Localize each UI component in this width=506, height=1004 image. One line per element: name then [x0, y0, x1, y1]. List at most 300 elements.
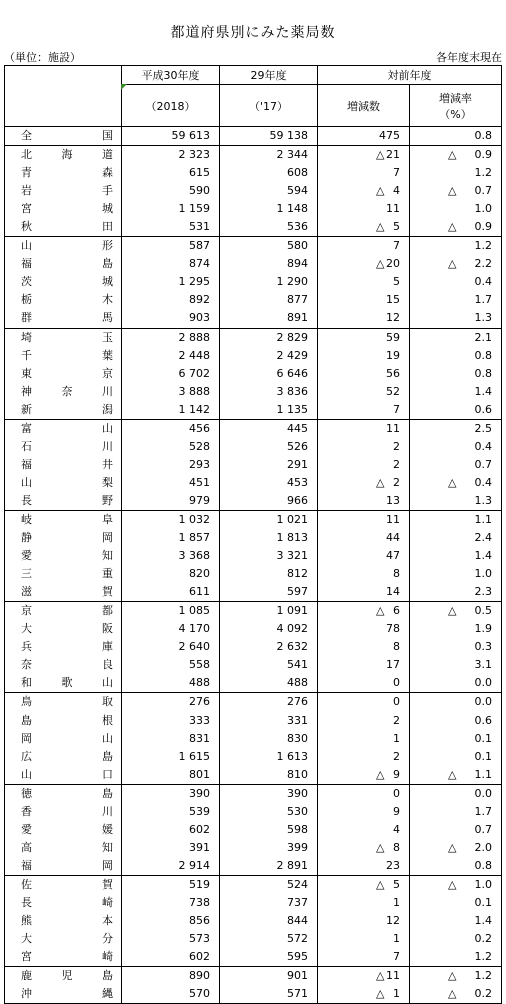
prefecture-name-text: 愛 知 — [21, 549, 113, 563]
fy2017-count: 901 — [220, 967, 318, 986]
rate-value: 0.4 — [410, 438, 502, 456]
prefecture-name — [5, 347, 122, 365]
page-title: 都道府県別にみた薬局数 — [170, 25, 336, 41]
table-row — [5, 474, 502, 492]
fy2017-count: 3 321 — [220, 547, 318, 565]
table-row — [5, 510, 502, 529]
decrease-symbol: △ — [448, 877, 457, 891]
decrease-symbol: △ — [448, 257, 457, 271]
prefecture-name-text: 山 口 — [21, 767, 113, 781]
change-value: 7 — [318, 948, 410, 967]
change-value: 17 — [318, 656, 410, 674]
decrease-symbol: △ — [376, 220, 385, 234]
prefecture-name-text: 奈 良 — [21, 658, 113, 672]
fy2017-count: 6 646 — [220, 365, 318, 383]
change-value-text: 8 — [393, 840, 400, 854]
prefecture-name — [5, 803, 122, 821]
fy2018-count: 2 640 — [122, 638, 220, 656]
header-comparison: 対前年度 — [318, 66, 502, 85]
prefecture-name-text: 香 川 — [21, 804, 113, 818]
prefecture-name-text: 山 梨 — [21, 475, 113, 489]
table-row — [5, 365, 502, 383]
table-row — [5, 273, 502, 291]
change-value — [318, 255, 410, 273]
table-row — [5, 347, 502, 365]
decrease-symbol: △ — [376, 987, 385, 1001]
change-value: 8 — [318, 638, 410, 656]
change-value: 56 — [318, 365, 410, 383]
header-fy2017-top: 29年度 — [220, 66, 318, 85]
change-value: 5 — [318, 273, 410, 291]
change-value: 4 — [318, 821, 410, 839]
fy2017-count: 595 — [220, 948, 318, 967]
prefecture-name-text: 島 根 — [21, 713, 113, 727]
change-value-text: 1 — [393, 987, 400, 1001]
fy2017-count: 59 138 — [220, 127, 318, 146]
prefecture-name — [5, 438, 122, 456]
fy2017-count: 2 829 — [220, 328, 318, 347]
table-row — [5, 291, 502, 309]
prefecture-name-text: 東 京 — [21, 366, 113, 380]
fy2017-count: 445 — [220, 419, 318, 438]
rate-value: 2.4 — [410, 529, 502, 547]
fy2017-count: 810 — [220, 766, 318, 785]
prefecture-name — [5, 985, 122, 1004]
rate-value: 0.7 — [410, 456, 502, 474]
as-of-label: 各年度末現在 — [436, 51, 502, 64]
prefecture-name-text: 佐 賀 — [21, 877, 113, 891]
change-value: 8 — [318, 565, 410, 583]
fy2018-count: 801 — [122, 766, 220, 785]
rate-value-text: 1.2 — [474, 969, 492, 983]
prefecture-name — [5, 273, 122, 291]
fy2018-count: 528 — [122, 438, 220, 456]
rate-value: 2.3 — [410, 583, 502, 602]
prefecture-name — [5, 309, 122, 328]
change-value — [318, 182, 410, 200]
unit-label: （単位：施設） — [4, 51, 81, 64]
fy2018-count: 1 295 — [122, 273, 220, 291]
rate-value: 1.3 — [410, 309, 502, 328]
prefecture-name-text: 栃 木 — [21, 293, 113, 307]
rate-value: 1.4 — [410, 547, 502, 565]
fy2017-count: 2 344 — [220, 146, 318, 165]
change-value: 15 — [318, 291, 410, 309]
prefecture-name — [5, 693, 122, 712]
decrease-symbol: △ — [448, 184, 457, 198]
decrease-symbol: △ — [376, 840, 385, 854]
prefecture-name — [5, 857, 122, 876]
fy2018-count: 558 — [122, 656, 220, 674]
prefecture-name — [5, 948, 122, 967]
rate-value: 0.8 — [410, 365, 502, 383]
rate-value: 1.0 — [410, 565, 502, 583]
change-value: 44 — [318, 529, 410, 547]
prefecture-name — [5, 200, 122, 218]
table-row — [5, 565, 502, 583]
change-value: 11 — [318, 419, 410, 438]
decrease-symbol: △ — [448, 148, 457, 162]
change-value-text: 9 — [393, 767, 400, 781]
prefecture-name — [5, 839, 122, 857]
fy2018-count: 587 — [122, 237, 220, 256]
rate-value: 0.1 — [410, 730, 502, 748]
decrease-symbol: △ — [376, 767, 385, 781]
table-row — [5, 419, 502, 438]
prefecture-name-text: 徳 島 — [21, 786, 113, 800]
decrease-symbol: △ — [376, 604, 385, 618]
fy2018-count: 2 914 — [122, 857, 220, 876]
decrease-symbol: △ — [376, 148, 385, 162]
fy2018-count: 1 142 — [122, 401, 220, 420]
fy2017-count: 1 813 — [220, 529, 318, 547]
prefecture-name — [5, 237, 122, 256]
prefecture-name-text: 滋 賀 — [21, 585, 113, 599]
decrease-symbol: △ — [448, 987, 457, 1001]
fy2018-count: 4 170 — [122, 620, 220, 638]
prefecture-name — [5, 894, 122, 912]
change-value: 13 — [318, 492, 410, 511]
change-value: 2 — [318, 748, 410, 766]
fy2017-count: 1 148 — [220, 200, 318, 218]
table-row — [5, 255, 502, 273]
table-row — [5, 237, 502, 256]
prefecture-name-text: 宮 城 — [21, 202, 113, 216]
fy2018-count: 1 032 — [122, 510, 220, 529]
rate-value: 0.2 — [410, 930, 502, 948]
rate-value: 2.1 — [410, 328, 502, 347]
fy2018-count: 602 — [122, 948, 220, 967]
prefecture-name-text: 長 野 — [21, 493, 113, 507]
rate-value: 0.1 — [410, 894, 502, 912]
table-row — [5, 328, 502, 347]
prefecture-name — [5, 218, 122, 237]
rate-value-text: 1.0 — [474, 877, 492, 891]
rate-value: 1.7 — [410, 291, 502, 309]
rate-value: 0.6 — [410, 401, 502, 420]
fy2017-count: 331 — [220, 712, 318, 730]
prefecture-name — [5, 967, 122, 986]
rate-value-text: 0.4 — [474, 475, 492, 489]
prefecture-name — [5, 146, 122, 165]
fy2017-count: 894 — [220, 255, 318, 273]
decrease-symbol: △ — [448, 767, 457, 781]
fy2018-count: 1 857 — [122, 529, 220, 547]
prefecture-name — [5, 291, 122, 309]
table-row — [5, 529, 502, 547]
prefecture-name — [5, 383, 122, 401]
change-value-text: 5 — [393, 220, 400, 234]
rate-value: 1.4 — [410, 912, 502, 930]
change-value: 2 — [318, 456, 410, 474]
change-value: 52 — [318, 383, 410, 401]
fy2017-count: 453 — [220, 474, 318, 492]
fy2018-count: 874 — [122, 255, 220, 273]
change-value: 0 — [318, 784, 410, 803]
fy2017-count: 2 429 — [220, 347, 318, 365]
fy2017-count: 530 — [220, 803, 318, 821]
prefecture-name-text: 鹿 児 島 — [21, 969, 113, 983]
change-value: 475 — [318, 127, 410, 146]
table-row — [5, 912, 502, 930]
prefecture-name-text: 大 分 — [21, 932, 113, 946]
change-value: 7 — [318, 401, 410, 420]
fy2018-count: 2 888 — [122, 328, 220, 347]
prefecture-name — [5, 492, 122, 511]
prefecture-name — [5, 456, 122, 474]
change-value — [318, 146, 410, 165]
prefecture-name-text: 千 葉 — [21, 348, 113, 362]
decrease-symbol: △ — [448, 475, 457, 489]
prefecture-name — [5, 602, 122, 621]
prefecture-name — [5, 510, 122, 529]
table-row — [5, 309, 502, 328]
prefecture-name-text: 大 阪 — [21, 622, 113, 636]
prefecture-name-text: 三 重 — [21, 567, 113, 581]
fy2018-count: 1 085 — [122, 602, 220, 621]
rate-value-text: 0.7 — [474, 184, 492, 198]
prefecture-name-text: 青 森 — [21, 166, 113, 180]
change-value: 7 — [318, 237, 410, 256]
fy2018-count: 456 — [122, 419, 220, 438]
fy2017-count: 1 290 — [220, 273, 318, 291]
prefecture-name-text: 新 潟 — [21, 402, 113, 416]
prefecture-name-text: 秋 田 — [21, 220, 113, 234]
change-value — [318, 602, 410, 621]
rate-value: 3.1 — [410, 656, 502, 674]
fy2018-count: 573 — [122, 930, 220, 948]
fy2017-count: 737 — [220, 894, 318, 912]
rate-value: 0.0 — [410, 674, 502, 693]
rate-value-text: 2.0 — [474, 840, 492, 854]
change-value-text: 11 — [386, 969, 400, 983]
table-row — [5, 602, 502, 621]
fy2018-count: 451 — [122, 474, 220, 492]
rate-value-text: 0.9 — [474, 148, 492, 162]
table-row — [5, 456, 502, 474]
fy2017-count: 541 — [220, 656, 318, 674]
fy2018-count: 488 — [122, 674, 220, 693]
table-row — [5, 492, 502, 511]
prefecture-name — [5, 912, 122, 930]
prefecture-name-text: 愛 媛 — [21, 822, 113, 836]
table-row — [5, 985, 502, 1004]
fy2017-count: 1 091 — [220, 602, 318, 621]
change-value — [318, 967, 410, 986]
fy2018-count: 3 888 — [122, 383, 220, 401]
rate-value: 1.0 — [410, 200, 502, 218]
table-row — [5, 766, 502, 785]
change-value-text: 5 — [393, 877, 400, 891]
fy2018-count: 979 — [122, 492, 220, 511]
header-prefecture — [5, 66, 122, 127]
rate-value-text: 0.2 — [474, 987, 492, 1001]
table-row — [5, 693, 502, 712]
fy2018-count: 738 — [122, 894, 220, 912]
table-row — [5, 875, 502, 894]
change-value: 7 — [318, 164, 410, 182]
rate-value — [410, 839, 502, 857]
change-value — [318, 766, 410, 785]
rate-value-text: 0.5 — [474, 604, 492, 618]
prefecture-name — [5, 583, 122, 602]
rate-value: 1.1 — [410, 510, 502, 529]
fy2018-count: 391 — [122, 839, 220, 857]
fy2018-count: 1 615 — [122, 748, 220, 766]
fy2018-count: 293 — [122, 456, 220, 474]
prefecture-name — [5, 930, 122, 948]
change-value — [318, 474, 410, 492]
prefecture-name — [5, 656, 122, 674]
change-value: 2 — [318, 712, 410, 730]
prefecture-name-text: 群 馬 — [21, 311, 113, 325]
fy2017-count: 399 — [220, 839, 318, 857]
fy2018-count: 276 — [122, 693, 220, 712]
rate-value — [410, 218, 502, 237]
change-value-text: 4 — [393, 184, 400, 198]
rate-value: 0.0 — [410, 693, 502, 712]
header-rate — [410, 85, 502, 127]
fy2017-count: 291 — [220, 456, 318, 474]
rate-value: 0.1 — [410, 748, 502, 766]
rate-value — [410, 985, 502, 1004]
table-row — [5, 857, 502, 876]
header-rate-top: 増減率 — [439, 91, 472, 105]
fy2018-count: 856 — [122, 912, 220, 930]
table-row — [5, 967, 502, 986]
prefecture-name-text: 福 岡 — [21, 858, 113, 872]
fy2018-count: 831 — [122, 730, 220, 748]
fy2018-count: 539 — [122, 803, 220, 821]
prefecture-name-text: 静 岡 — [21, 531, 113, 545]
prefecture-name-text: 長 崎 — [21, 895, 113, 909]
fy2017-count: 812 — [220, 565, 318, 583]
fy2017-count: 276 — [220, 693, 318, 712]
fy2018-count: 611 — [122, 583, 220, 602]
rate-value: 1.7 — [410, 803, 502, 821]
fy2018-count: 602 — [122, 821, 220, 839]
header-fy2018-top: 平成30年度 — [122, 66, 220, 85]
change-value: 1 — [318, 730, 410, 748]
rate-value — [410, 474, 502, 492]
table-row — [5, 748, 502, 766]
fy2017-count: 536 — [220, 218, 318, 237]
fy2018-count: 2 448 — [122, 347, 220, 365]
prefecture-name-text: 宮 崎 — [21, 950, 113, 964]
rate-value: 0.4 — [410, 273, 502, 291]
fy2017-count: 390 — [220, 784, 318, 803]
header-change: 増減数 — [318, 85, 410, 127]
fy2018-count: 390 — [122, 784, 220, 803]
prefecture-name — [5, 547, 122, 565]
prefecture-name — [5, 766, 122, 785]
prefecture-name — [5, 620, 122, 638]
rate-value: 1.2 — [410, 237, 502, 256]
table-row — [5, 383, 502, 401]
decrease-symbol: △ — [448, 840, 457, 854]
change-value — [318, 218, 410, 237]
decrease-symbol: △ — [376, 257, 385, 271]
prefecture-name — [5, 784, 122, 803]
table-row — [5, 730, 502, 748]
prefecture-name-text: 神 奈 川 — [21, 384, 113, 398]
decrease-symbol: △ — [376, 475, 385, 489]
table-row — [5, 164, 502, 182]
fy2018-count: 3 368 — [122, 547, 220, 565]
prefecture-name — [5, 875, 122, 894]
change-value-text: 2 — [393, 475, 400, 489]
pharmacy-count-table — [4, 65, 502, 1004]
rate-value — [410, 146, 502, 165]
prefecture-name — [5, 182, 122, 200]
rate-value — [410, 182, 502, 200]
fy2017-count: 891 — [220, 309, 318, 328]
fy2017-count: 844 — [220, 912, 318, 930]
decrease-symbol: △ — [448, 969, 457, 983]
change-value: 2 — [318, 438, 410, 456]
fy2018-count: 570 — [122, 985, 220, 1004]
change-value: 12 — [318, 309, 410, 328]
rate-value-text: 0.9 — [474, 220, 492, 234]
prefecture-name — [5, 328, 122, 347]
fy2017-count: 966 — [220, 492, 318, 511]
table-row — [5, 620, 502, 638]
fy2017-count: 598 — [220, 821, 318, 839]
fy2017-count: 608 — [220, 164, 318, 182]
fy2017-count: 4 092 — [220, 620, 318, 638]
change-value: 9 — [318, 803, 410, 821]
fy2017-count: 572 — [220, 930, 318, 948]
table-row — [5, 948, 502, 967]
change-value: 0 — [318, 674, 410, 693]
decrease-symbol: △ — [448, 604, 457, 618]
table-row — [5, 218, 502, 237]
fy2017-count: 1 613 — [220, 748, 318, 766]
rate-value: 0.7 — [410, 821, 502, 839]
fy2017-count: 594 — [220, 182, 318, 200]
prefecture-name-text: 福 島 — [21, 257, 113, 271]
fy2017-count: 597 — [220, 583, 318, 602]
table-row — [5, 547, 502, 565]
change-value: 47 — [318, 547, 410, 565]
prefecture-name-text: 鳥 取 — [21, 695, 113, 709]
change-value-text: 21 — [386, 148, 400, 162]
fy2018-count: 6 702 — [122, 365, 220, 383]
header-fy2018-bottom: （2018） — [122, 85, 220, 127]
change-value: 1 — [318, 894, 410, 912]
change-value: 23 — [318, 857, 410, 876]
rate-value: 2.5 — [410, 419, 502, 438]
prefecture-name — [5, 127, 122, 146]
table-row — [5, 894, 502, 912]
table-row — [5, 839, 502, 857]
prefecture-name-text: 広 島 — [21, 749, 113, 763]
prefecture-name — [5, 419, 122, 438]
rate-value: 0.0 — [410, 784, 502, 803]
decrease-symbol: △ — [376, 969, 385, 983]
fy2017-count: 830 — [220, 730, 318, 748]
prefecture-name — [5, 565, 122, 583]
rate-value: 1.2 — [410, 948, 502, 967]
fy2017-count: 1 021 — [220, 510, 318, 529]
fy2018-count: 615 — [122, 164, 220, 182]
fy2018-count: 892 — [122, 291, 220, 309]
fy2017-count: 3 836 — [220, 383, 318, 401]
rate-value-text: 1.1 — [474, 767, 492, 781]
change-value: 14 — [318, 583, 410, 602]
rate-value: 0.8 — [410, 127, 502, 146]
table-row — [5, 583, 502, 602]
